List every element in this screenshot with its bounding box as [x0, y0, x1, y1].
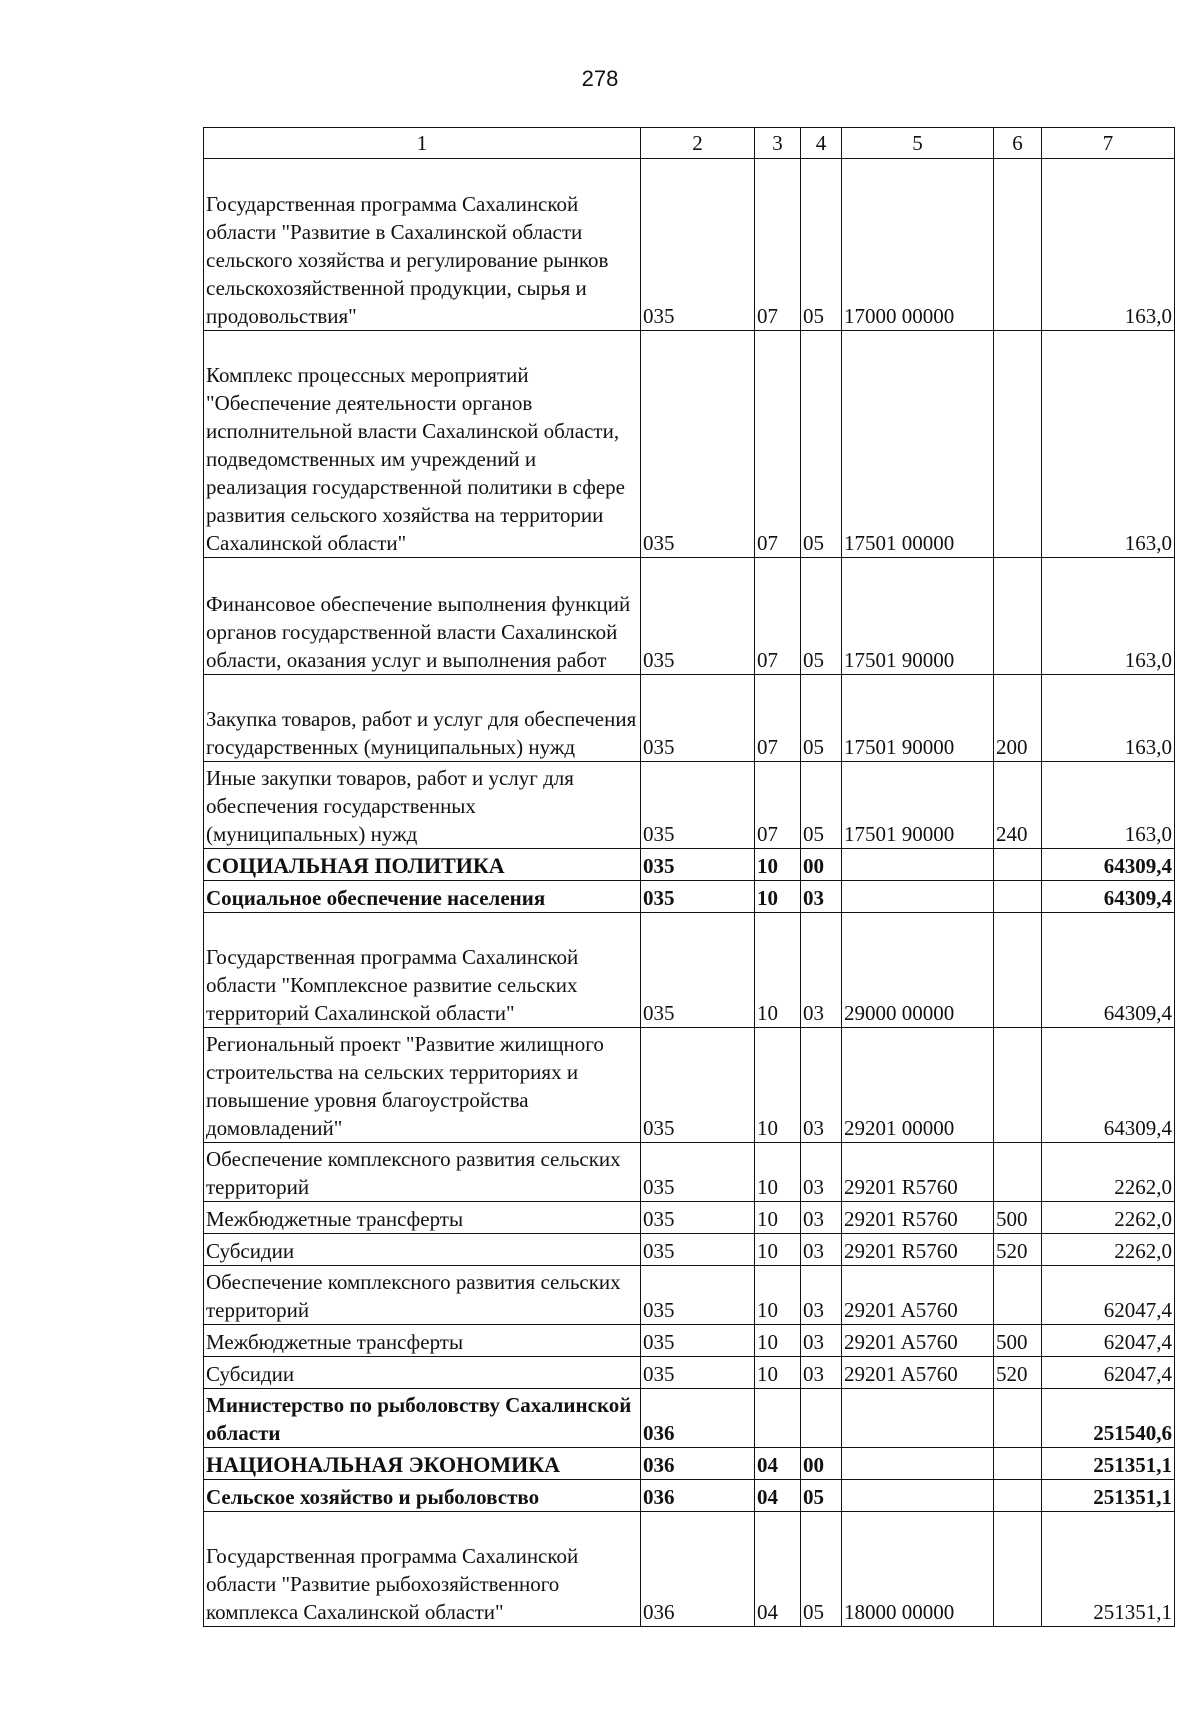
- row-subsection-code: 03: [801, 1357, 842, 1389]
- row-subsection-code: 03: [801, 1234, 842, 1266]
- row-amount: 2262,0: [1042, 1234, 1175, 1266]
- table-row: [204, 1202, 1175, 1234]
- row-subsection-code: 03: [801, 1325, 842, 1357]
- row-section-code: 10: [755, 1234, 801, 1266]
- row-name-cell: Межбюджетные трансферты: [204, 1202, 641, 1234]
- row-section-code: 07: [755, 331, 801, 558]
- row-expense-type-code: [994, 1448, 1042, 1480]
- row-section-code: 04: [755, 1448, 801, 1480]
- row-target-article-code: 17501 00000: [842, 331, 994, 558]
- row-target-article-code: 29201 A5760: [842, 1266, 994, 1325]
- row-amount: 163,0: [1042, 762, 1175, 849]
- row-target-article-code: [842, 849, 994, 881]
- row-subsection-code: 05: [801, 675, 842, 762]
- row-subsection-code: 05: [801, 1512, 842, 1627]
- row-subsection-code: 03: [801, 1028, 842, 1143]
- row-amount: 62047,4: [1042, 1325, 1175, 1357]
- row-expense-type-code: [994, 1512, 1042, 1627]
- row-target-article-code: 29201 00000: [842, 1028, 994, 1143]
- table-row: [204, 913, 1175, 1028]
- row-target-article-code: [842, 881, 994, 913]
- row-expense-type-code: 520: [994, 1357, 1042, 1389]
- row-ministry-code: 035: [641, 1234, 755, 1266]
- row-subsection-code: 00: [801, 1448, 842, 1480]
- row-ministry-code: 035: [641, 881, 755, 913]
- row-amount: 251351,1: [1042, 1448, 1175, 1480]
- row-expense-type-code: [994, 1266, 1042, 1325]
- row-expense-type-code: [994, 558, 1042, 675]
- row-expense-type-code: [994, 849, 1042, 881]
- row-target-article-code: 29201 A5760: [842, 1357, 994, 1389]
- table-row: [204, 1357, 1175, 1389]
- row-ministry-code: 036: [641, 1480, 755, 1512]
- row-subsection-code: 05: [801, 1480, 842, 1512]
- row-section-code: 04: [755, 1512, 801, 1627]
- row-subsection-code: 05: [801, 558, 842, 675]
- row-section-code: 10: [755, 1028, 801, 1143]
- row-subsection-code: [801, 1389, 842, 1448]
- table-row: [204, 1448, 1175, 1480]
- row-amount: 163,0: [1042, 159, 1175, 331]
- row-amount: 2262,0: [1042, 1202, 1175, 1234]
- column-header: 6: [994, 128, 1042, 159]
- row-expense-type-code: [994, 1028, 1042, 1143]
- table-row: [204, 1512, 1175, 1627]
- row-amount: 163,0: [1042, 675, 1175, 762]
- row-expense-type-code: [994, 1143, 1042, 1202]
- row-name-cell: Иные закупки товаров, работ и услуг для обеспечения государственных (муниципальных) нужд: [204, 762, 641, 849]
- row-ministry-code: 035: [641, 913, 755, 1028]
- row-name-cell: Социальное обеспечение населения: [204, 881, 641, 913]
- page-number: 278: [581, 66, 619, 91]
- table-row: [204, 1266, 1175, 1325]
- row-section-code: 07: [755, 159, 801, 331]
- column-header: 5: [842, 128, 994, 159]
- column-header: 7: [1042, 128, 1175, 159]
- row-section-code: 07: [755, 675, 801, 762]
- row-section-code: 04: [755, 1480, 801, 1512]
- row-expense-type-code: 240: [994, 762, 1042, 849]
- row-expense-type-code: [994, 881, 1042, 913]
- row-target-article-code: 17501 90000: [842, 558, 994, 675]
- row-target-article-code: [842, 1480, 994, 1512]
- row-target-article-code: 17501 90000: [842, 675, 994, 762]
- row-section-code: 10: [755, 1202, 801, 1234]
- row-name-cell: Сельское хозяйство и рыболовство: [204, 1480, 641, 1512]
- row-subsection-code: 03: [801, 1143, 842, 1202]
- row-target-article-code: 29201 R5760: [842, 1234, 994, 1266]
- table-row: [204, 1389, 1175, 1448]
- row-name-cell: СОЦИАЛЬНАЯ ПОЛИТИКА: [204, 849, 641, 881]
- row-subsection-code: 05: [801, 331, 842, 558]
- table-row: [204, 762, 1175, 849]
- budget-table: [203, 127, 1175, 1627]
- row-subsection-code: 03: [801, 881, 842, 913]
- row-amount: 163,0: [1042, 331, 1175, 558]
- row-ministry-code: 035: [641, 1266, 755, 1325]
- row-section-code: 10: [755, 849, 801, 881]
- table-row: [204, 159, 1175, 331]
- row-amount: 62047,4: [1042, 1357, 1175, 1389]
- row-section-code: 10: [755, 1143, 801, 1202]
- table-row: [204, 1028, 1175, 1143]
- column-header: 4: [801, 128, 842, 159]
- table-row: [204, 331, 1175, 558]
- row-name-cell: НАЦИОНАЛЬНАЯ ЭКОНОМИКА: [204, 1448, 641, 1480]
- row-target-article-code: 29000 00000: [842, 913, 994, 1028]
- row-ministry-code: 035: [641, 558, 755, 675]
- row-name-cell: Государственная программа Сахалинской области "Комплексное развитие сельских территорий Сахалинской области": [204, 913, 641, 1028]
- row-target-article-code: 29201 R5760: [842, 1143, 994, 1202]
- table-row: [204, 1234, 1175, 1266]
- row-target-article-code: 17501 90000: [842, 762, 994, 849]
- row-subsection-code: 00: [801, 849, 842, 881]
- table-row: [204, 1325, 1175, 1357]
- row-subsection-code: 03: [801, 1202, 842, 1234]
- row-expense-type-code: [994, 159, 1042, 331]
- row-target-article-code: 18000 00000: [842, 1512, 994, 1627]
- table-row: [204, 849, 1175, 881]
- row-expense-type-code: [994, 913, 1042, 1028]
- row-amount: 64309,4: [1042, 881, 1175, 913]
- row-ministry-code: 035: [641, 762, 755, 849]
- row-amount: 62047,4: [1042, 1266, 1175, 1325]
- row-ministry-code: 035: [641, 331, 755, 558]
- row-subsection-code: 05: [801, 762, 842, 849]
- row-ministry-code: 035: [641, 1357, 755, 1389]
- row-subsection-code: 05: [801, 159, 842, 331]
- row-amount: 251351,1: [1042, 1512, 1175, 1627]
- row-section-code: [755, 1389, 801, 1448]
- column-header: 3: [755, 128, 801, 159]
- row-expense-type-code: [994, 331, 1042, 558]
- row-amount: 64309,4: [1042, 849, 1175, 881]
- column-header: 2: [641, 128, 755, 159]
- row-name-cell: Обеспечение комплексного развития сельских территорий: [204, 1266, 641, 1325]
- row-name-cell: Межбюджетные трансферты: [204, 1325, 641, 1357]
- row-name-cell: Региональный проект "Развитие жилищного строительства на сельских территориях и повышение уровня благоустройства домовладений": [204, 1028, 641, 1143]
- row-ministry-code: 035: [641, 1143, 755, 1202]
- row-subsection-code: 03: [801, 1266, 842, 1325]
- table-row: [204, 881, 1175, 913]
- row-ministry-code: 035: [641, 1202, 755, 1234]
- row-name-cell: Обеспечение комплексного развития сельских территорий: [204, 1143, 641, 1202]
- row-name-cell: Комплекс процессных мероприятий "Обеспечение деятельности органов исполнительной власти Сахалинской области, подведомственных им учреждений и реализация государственной политики в сфере развития сельского хозяйства на территории Сахалинской области": [204, 331, 641, 558]
- row-amount: 251540,6: [1042, 1389, 1175, 1448]
- row-ministry-code: 035: [641, 849, 755, 881]
- row-name-cell: Закупка товаров, работ и услуг для обеспечения государственных (муниципальных) нужд: [204, 675, 641, 762]
- row-name-cell: Финансовое обеспечение выполнения функций органов государственной власти Сахалинской области, оказания услуг и выполнения работ: [204, 558, 641, 675]
- row-target-article-code: [842, 1389, 994, 1448]
- row-amount: 2262,0: [1042, 1143, 1175, 1202]
- row-ministry-code: 035: [641, 1325, 755, 1357]
- row-expense-type-code: [994, 1480, 1042, 1512]
- row-subsection-code: 03: [801, 913, 842, 1028]
- row-ministry-code: 036: [641, 1512, 755, 1627]
- table-row: [204, 1143, 1175, 1202]
- row-target-article-code: 17000 00000: [842, 159, 994, 331]
- row-name-cell: Государственная программа Сахалинской области "Развитие в Сахалинской области сельского хозяйства и регулирование рынков сельскохозяйственной продукции, сырья и продовольствия": [204, 159, 641, 331]
- table-row: [204, 675, 1175, 762]
- table-row: [204, 1480, 1175, 1512]
- row-ministry-code: 036: [641, 1448, 755, 1480]
- row-target-article-code: [842, 1448, 994, 1480]
- row-name-cell: Субсидии: [204, 1234, 641, 1266]
- row-section-code: 10: [755, 1325, 801, 1357]
- row-amount: 64309,4: [1042, 1028, 1175, 1143]
- row-section-code: 07: [755, 762, 801, 849]
- row-expense-type-code: 500: [994, 1325, 1042, 1357]
- table-row: [204, 558, 1175, 675]
- row-section-code: 07: [755, 558, 801, 675]
- row-section-code: 10: [755, 913, 801, 1028]
- row-section-code: 10: [755, 1266, 801, 1325]
- row-expense-type-code: 520: [994, 1234, 1042, 1266]
- row-amount: 64309,4: [1042, 913, 1175, 1028]
- row-name-cell: Субсидии: [204, 1357, 641, 1389]
- row-section-code: 10: [755, 881, 801, 913]
- column-header: 1: [204, 128, 641, 159]
- row-name-cell: Государственная программа Сахалинской области "Развитие рыбохозяйственного комплекса Сахалинской области": [204, 1512, 641, 1627]
- row-amount: 251351,1: [1042, 1480, 1175, 1512]
- row-section-code: 10: [755, 1357, 801, 1389]
- row-target-article-code: 29201 R5760: [842, 1202, 994, 1234]
- column-header-row: [204, 128, 1175, 159]
- row-ministry-code: 035: [641, 675, 755, 762]
- row-ministry-code: 036: [641, 1389, 755, 1448]
- row-ministry-code: 035: [641, 1028, 755, 1143]
- row-expense-type-code: 200: [994, 675, 1042, 762]
- row-expense-type-code: 500: [994, 1202, 1042, 1234]
- row-expense-type-code: [994, 1389, 1042, 1448]
- row-amount: 163,0: [1042, 558, 1175, 675]
- row-name-cell: Министерство по рыболовству Сахалинской области: [204, 1389, 641, 1448]
- row-ministry-code: 035: [641, 159, 755, 331]
- row-target-article-code: 29201 A5760: [842, 1325, 994, 1357]
